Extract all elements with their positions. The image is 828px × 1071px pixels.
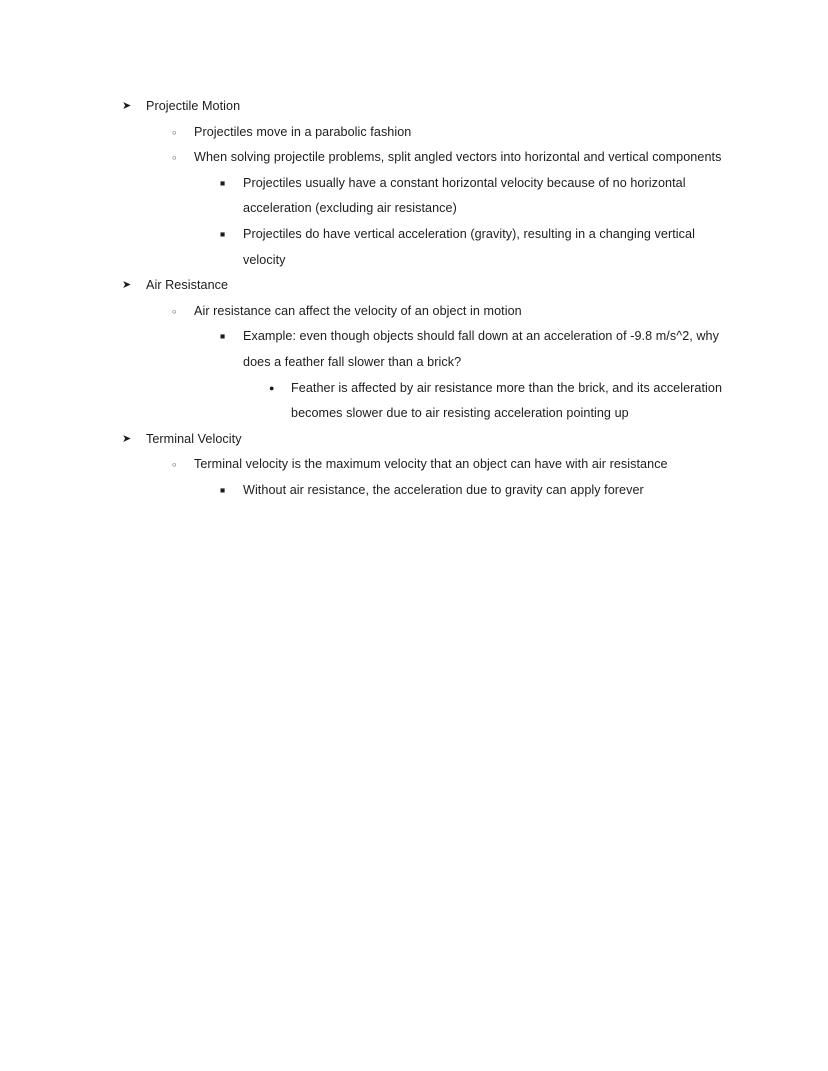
outline-sublist-level-3 [194,478,726,504]
arrow-bullet-icon: ➤ [122,432,132,445]
hollow-circle-bullet-icon: ○ [172,306,177,316]
outline-item-text: Air resistance can affect the velocity of an object in motion [194,303,522,318]
outline-item-level-1 [122,273,828,427]
outline-item-level-3 [220,171,726,222]
outline-item-level-3 [220,478,726,504]
outline-item-level-4 [269,376,726,427]
outline-sublist-level-2 [146,120,726,274]
arrow-bullet-icon: ➤ [122,100,132,112]
filled-square-bullet-icon: ■ [220,228,226,239]
outline-item-level-2 [172,452,726,503]
outline-list [0,94,828,504]
outline-item-text: Projectiles move in a parabolic fashion [194,124,412,139]
hollow-circle-bullet-icon: ○ [172,127,177,137]
outline-item-text: Feather is affected by air resistance more than the brick, and its acceleration becomes slower due to air resisting acceleration pointing up [291,380,723,421]
outline-item-text: Example: even though objects should fall down at an acceleration of -9.8 m/s^2, why does a feather fall slower than a brick? [243,329,719,369]
arrow-bullet-icon: ➤ [122,279,132,292]
outline-item-text: Air Resistance [146,278,229,293]
outline-item-text: Without air resistance, the acceleration due to gravity can apply forever [243,482,644,497]
outline-item-text: Terminal velocity is the maximum velocity that an object can have with air resistance [194,457,668,472]
outline-item-level-3 [220,324,726,426]
filled-circle-bullet-icon: ● [269,382,275,393]
outline-item-text: Projectile Motion [146,99,241,113]
hollow-circle-bullet-icon: ○ [172,153,177,163]
outline-sublist-level-2 [146,299,726,427]
outline-sublist-level-3 [194,324,726,426]
filled-square-bullet-icon: ■ [220,331,226,342]
outline-item-level-2 [172,120,726,146]
outline-item-text: Projectiles do have vertical acceleration (gravity), resulting in a changing vertical velocity [243,226,695,267]
outline-item-level-2 [172,145,726,273]
outline-root [0,94,828,504]
outline-item-level-3 [220,222,726,273]
hollow-circle-bullet-icon: ○ [172,460,177,470]
outline-sublist-level-2 [146,452,726,503]
outline-item-text: Projectiles usually have a constant horizontal velocity because of no horizontal acceleration (excluding air resistance) [243,175,686,216]
filled-square-bullet-icon: ■ [220,177,226,188]
filled-square-bullet-icon: ■ [220,484,226,495]
outline-item-level-1 [122,94,828,273]
outline-item-text: When solving projectile problems, split angled vectors into horizontal and vertical components [194,150,722,165]
outline-item-level-2 [172,299,726,427]
outline-sublist-level-3 [194,171,726,273]
outline-item-text: Terminal Velocity [146,431,242,446]
outline-sublist-level-4 [243,376,726,427]
outline-item-level-1 [122,427,828,504]
